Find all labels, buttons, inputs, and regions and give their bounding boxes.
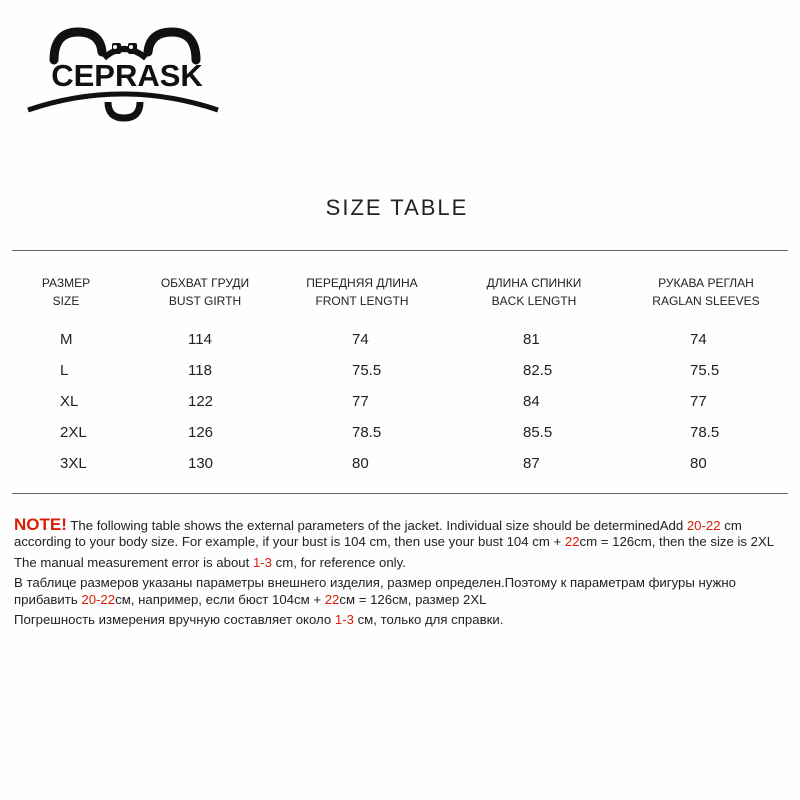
- note-text: см = 126см, размер 2XL: [339, 592, 487, 607]
- cell-size: 2XL: [60, 424, 87, 441]
- note-label: NOTE!: [14, 515, 67, 534]
- header-front-length-ru: ПЕРЕДНЯЯ ДЛИНА: [306, 276, 418, 290]
- cell-back: 87: [523, 455, 540, 472]
- table-top-rule: [12, 250, 788, 251]
- brand-name: CEPRASK: [51, 58, 203, 93]
- cell-size: L: [60, 362, 69, 379]
- brand-logo: [22, 18, 222, 128]
- header-bust-girth: [140, 274, 270, 310]
- cell-front: 75.5: [352, 362, 382, 379]
- note-highlight: 22: [324, 592, 340, 607]
- note-line-ru-2: [14, 592, 487, 607]
- header-bust-girth-en: BUST GIRTH: [168, 294, 242, 308]
- note-highlight: 1-3: [252, 555, 273, 570]
- note-text: cm, for reference only.: [272, 555, 406, 570]
- note-text: cm: [720, 518, 742, 533]
- cell-back: 81: [523, 331, 540, 348]
- cell-sleeve: 75.5: [690, 362, 720, 379]
- cell-bust: 122: [188, 393, 214, 410]
- header-raglan-sleeves: [636, 274, 776, 310]
- header-back-length-ru: ДЛИНА СПИНКИ: [486, 276, 582, 290]
- note-line-en-3: [14, 555, 406, 570]
- cell-bust: 130: [188, 455, 214, 472]
- cell-size: M: [60, 331, 73, 348]
- header-size: [28, 274, 104, 310]
- note-line-en-1: [14, 515, 742, 535]
- header-raglan-sleeves-ru: РУКАВА РЕГЛАН: [658, 276, 754, 290]
- header-bust-girth-ru: ОБХВАТ ГРУДИ: [160, 276, 250, 290]
- header-back-length-en: BACK LENGTH: [491, 294, 577, 308]
- note-text: The following table shows the external parameters of the jacket. Individual size should be determinedAdd: [66, 518, 687, 533]
- note-highlight: 22: [564, 534, 580, 549]
- note-text: cm = 126cm, then the size is 2XL: [579, 534, 775, 549]
- cell-back: 82.5: [523, 362, 553, 379]
- cell-front: 74: [352, 331, 369, 348]
- header-front-length-en: FRONT LENGTH: [315, 294, 409, 308]
- note-line-ru-3: [14, 612, 503, 627]
- note-line-ru-1: В таблице размеров указаны параметры внешнего изделия, размер определен.Поэтому к параметрам фигуры нужно: [14, 575, 736, 590]
- cell-sleeve: 78.5: [690, 424, 720, 441]
- note-highlight: 1-3: [334, 612, 354, 627]
- note-text: см, только для справки.: [353, 612, 504, 627]
- cell-back: 85.5: [523, 424, 553, 441]
- cell-front: 80: [352, 455, 369, 472]
- note-text: Погрешность измерения вручную составляет около: [14, 612, 335, 627]
- cell-front: 77: [352, 393, 369, 410]
- cell-bust: 118: [188, 362, 212, 379]
- header-size-en: SIZE: [52, 294, 80, 308]
- table-bottom-rule: [12, 493, 788, 494]
- header-size-ru: РАЗМЕР: [41, 276, 91, 290]
- note-highlight: 20-22: [81, 592, 116, 607]
- note-text: см, например, если бюст 104см +: [115, 592, 325, 607]
- note-line-en-2: [14, 534, 774, 549]
- cell-sleeve: 77: [690, 393, 707, 410]
- cell-bust: 126: [188, 424, 214, 441]
- cell-sleeve: 80: [690, 455, 707, 472]
- header-raglan-sleeves-en: RAGLAN SLEEVES: [652, 294, 760, 308]
- cell-sleeve: 74: [690, 331, 707, 348]
- cell-size: XL: [60, 393, 79, 410]
- cell-bust: 114: [188, 331, 212, 348]
- note-text: The manual measurement error is about: [14, 555, 253, 570]
- cell-size: 3XL: [60, 455, 87, 472]
- note-text: прибавить: [14, 592, 82, 607]
- cell-front: 78.5: [352, 424, 382, 441]
- cell-back: 84: [523, 393, 540, 410]
- header-front-length: [292, 274, 432, 310]
- page-title: SIZE TABLE: [325, 195, 469, 220]
- note-text: according to your body size. For example, if your bust is 104 cm, then use your bust 104 cm +: [14, 534, 565, 549]
- header-back-length: [464, 274, 604, 310]
- note-highlight: 20-22: [686, 518, 721, 533]
